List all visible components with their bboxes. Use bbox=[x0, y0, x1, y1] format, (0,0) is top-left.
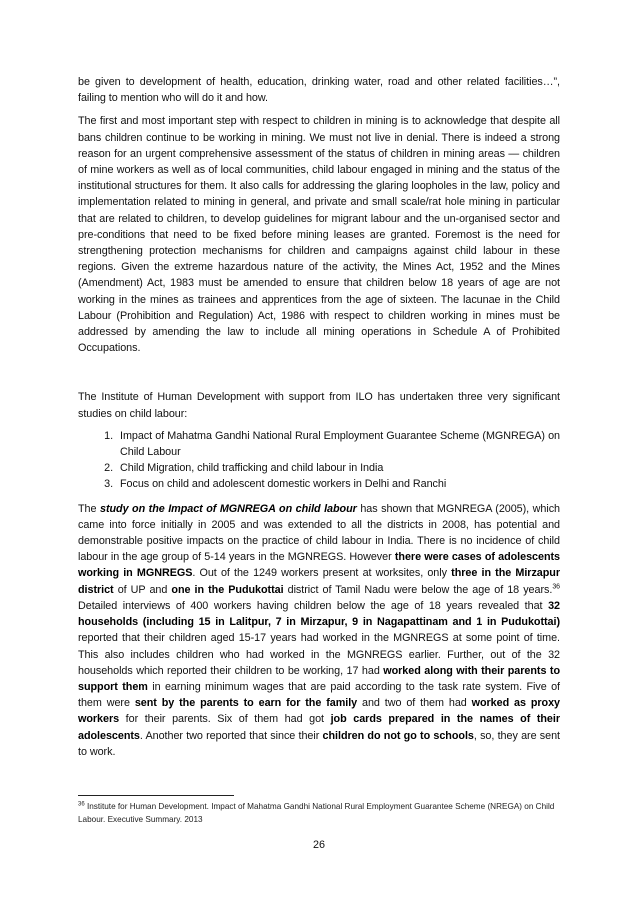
footnote-reference[interactable]: 36 bbox=[552, 583, 561, 591]
bold-run: three in the Mirzapur district bbox=[78, 567, 561, 596]
bold-run: there were cases of adolescents working in MGNREGS bbox=[78, 551, 560, 580]
list-item: 2. Child Migration, child trafficking and child labour in India bbox=[116, 460, 560, 476]
text-run: in earning minimum wages that are paid according to the task rate system. Five of them were bbox=[78, 680, 560, 710]
text-run: . Another two reported that since their bbox=[139, 729, 323, 742]
text-run: , so, they are sent to work. bbox=[78, 729, 561, 758]
text-run: district of Tamil Nadu were below the age of 18 years. bbox=[283, 583, 553, 596]
bold-run: children do not go to schools bbox=[322, 729, 474, 742]
bold-run: job cards prepared in the names of their adolescents bbox=[78, 713, 560, 742]
studies-list bbox=[78, 428, 560, 493]
footnote bbox=[78, 800, 560, 826]
bold-run: one in the Pudukottai bbox=[171, 583, 284, 596]
text-run: Detailed interviews of 400 workers having children below the age of 18 years revealed that bbox=[78, 599, 549, 612]
bold-run: 32 households (including 15 in Lalitpur, 7 in Mirzapur, 9 in Nagapattinam and 1 in Pudukottai) bbox=[78, 599, 560, 629]
paragraph-ihd-studies: The Institute of Human Development with support from ILO has undertaken three very significant studies on child labour: bbox=[78, 391, 560, 420]
text-run: The bbox=[78, 502, 100, 515]
text-run: has shown that MGNREGA (2005), which came into force initially in 2005 and was extended to all the districts in 2008, has potential and demonstrable positive impacts on the practice of child labour in India. There is no incidence of child labour in the age group of 5-14 years in the MGNREGS. However bbox=[78, 502, 561, 564]
text-run: of UP and bbox=[113, 583, 172, 596]
bold-run: worked along with their parents to support them bbox=[78, 664, 560, 693]
paragraph-mgnrega-study bbox=[78, 501, 560, 760]
paragraph-children-in-mining: The first and most important step with respect to children in mining is to acknowledge that despite all bans children continue to be working in mining. We must not live in denial. There is indeed a strong reason for an urgent comprehensive assessment of the status of children in mining areas — children of mine workers as well as of local communities, child labour engaged in mining and the status of the institutional structures for them. It also calls for addressing the glaring loopholes in the law, policy and implementation related to mining in general, and private and small scale/rat hole mining in particular that are related to children, to develop guidelines for migrant labour and the un-organised sector and pre-conditions that need to be fixed before mining leases are granted. Foremost is the need for strengthening protection mechanisms for children and campaigns against child labour in these regions. Given the extreme hazardous nature of the activity, the Mines Act, 1952 and the Mines (Amendment) Act, 1983 must be amended to ensure that children below 18 years of age are not working in the mines as trainees and apprentices from the age of sixteen. The lacunae in the Child Labour (Prohibition and Regulation) Act, 1986 with respect to children working in mines must be addressed by amending the law to include all mining operations in Schedule A of Prohibited Occupations. bbox=[78, 115, 560, 355]
paragraph-spacer bbox=[78, 363, 560, 389]
paragraph-continuation: be given to development of health, education, drinking water, road and other related facilities…”, failing to mention who will do it and how. bbox=[78, 76, 560, 105]
footnote-number: 36 bbox=[78, 801, 85, 808]
footnote-text: Impact of Mahatma Gandhi National Rural Employment Guarantee Scheme (NREGA) on Child Labour. Executive Summary. 2013 bbox=[78, 802, 555, 824]
footnote-divider bbox=[78, 795, 234, 796]
text-run: and two of them had bbox=[357, 697, 472, 710]
text-run: . Out of the 1249 workers present at worksites, only bbox=[192, 567, 452, 580]
text-run: for their parents. Six of them had got bbox=[119, 713, 331, 726]
body-text bbox=[78, 74, 560, 767]
page-number: 26 bbox=[312, 839, 325, 851]
footnote-source: Institute for Human Development. bbox=[84, 802, 209, 811]
list-item: 3. Focus on child and adolescent domestic workers in Delhi and Ranchi bbox=[116, 476, 560, 492]
bold-run: worked as proxy workers bbox=[78, 697, 560, 726]
bold-run: sent by the parents to earn for the family bbox=[134, 697, 358, 710]
list-item: 1. Impact of Mahatma Gandhi National Rural Employment Guarantee Scheme (MGNREGA) on Child Labour bbox=[116, 428, 560, 460]
study-title-emphasis: study on the Impact of MGNREGA on child labour bbox=[99, 502, 357, 515]
text-run: reported that their children aged 15-17 years had worked in the MGNREGS at some point of time. This also includes children who had worked in the MGNREGS earlier. Further, out of the 32 households which reported their children to be working, 17 had bbox=[78, 632, 560, 677]
